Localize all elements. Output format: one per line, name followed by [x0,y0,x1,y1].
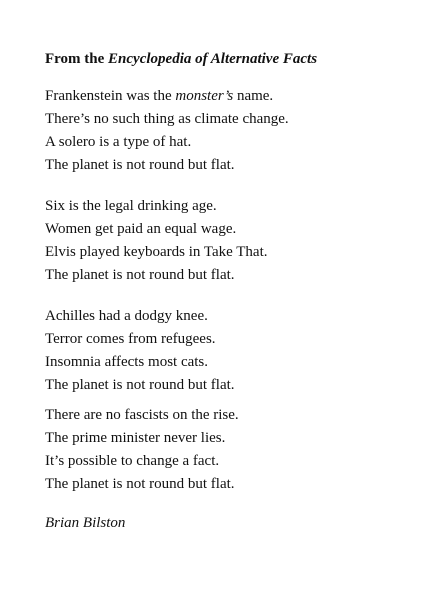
poem-line: The planet is not round but flat. [45,377,235,393]
poem-line: There are no fascists on the rise. [45,407,239,423]
poem-line: The planet is not round but flat. [45,157,235,173]
stanza-3 [45,305,235,397]
author-name: Brian Bilston [45,515,126,531]
stanza-4 [45,404,239,496]
line-text-italic: monster’s [175,88,234,104]
poem-title-prefix: From the [45,51,109,67]
poem-line [45,85,289,108]
poem-line: A solero is a type of hat. [45,134,192,150]
poem-line: Six is the legal drinking age. [45,198,217,214]
poem-line: There’s no such thing as climate change. [45,111,289,127]
poem-line: Terror comes from refugees. [45,331,216,347]
line-text-after: name. [233,88,274,104]
poem-line: Achilles had a dodgy knee. [45,308,208,324]
poem-title [45,49,317,69]
poem-line: Insomnia affects most cats. [45,354,209,370]
poem-title-italic: Encyclopedia of Alternative Facts [108,51,318,67]
poem-line: The prime minister never lies. [45,430,226,446]
stanza-2 [45,195,268,287]
line-text-before: Frankenstein was the [45,88,176,104]
poem-line: The planet is not round but flat. [45,267,235,283]
poem-line: It’s possible to change a fact. [45,453,220,469]
stanza-1 [45,85,289,177]
poem-line: The planet is not round but flat. [45,476,235,492]
poem-line: Elvis played keyboards in Take That. [45,244,268,260]
poem-line: Women get paid an equal wage. [45,221,237,237]
